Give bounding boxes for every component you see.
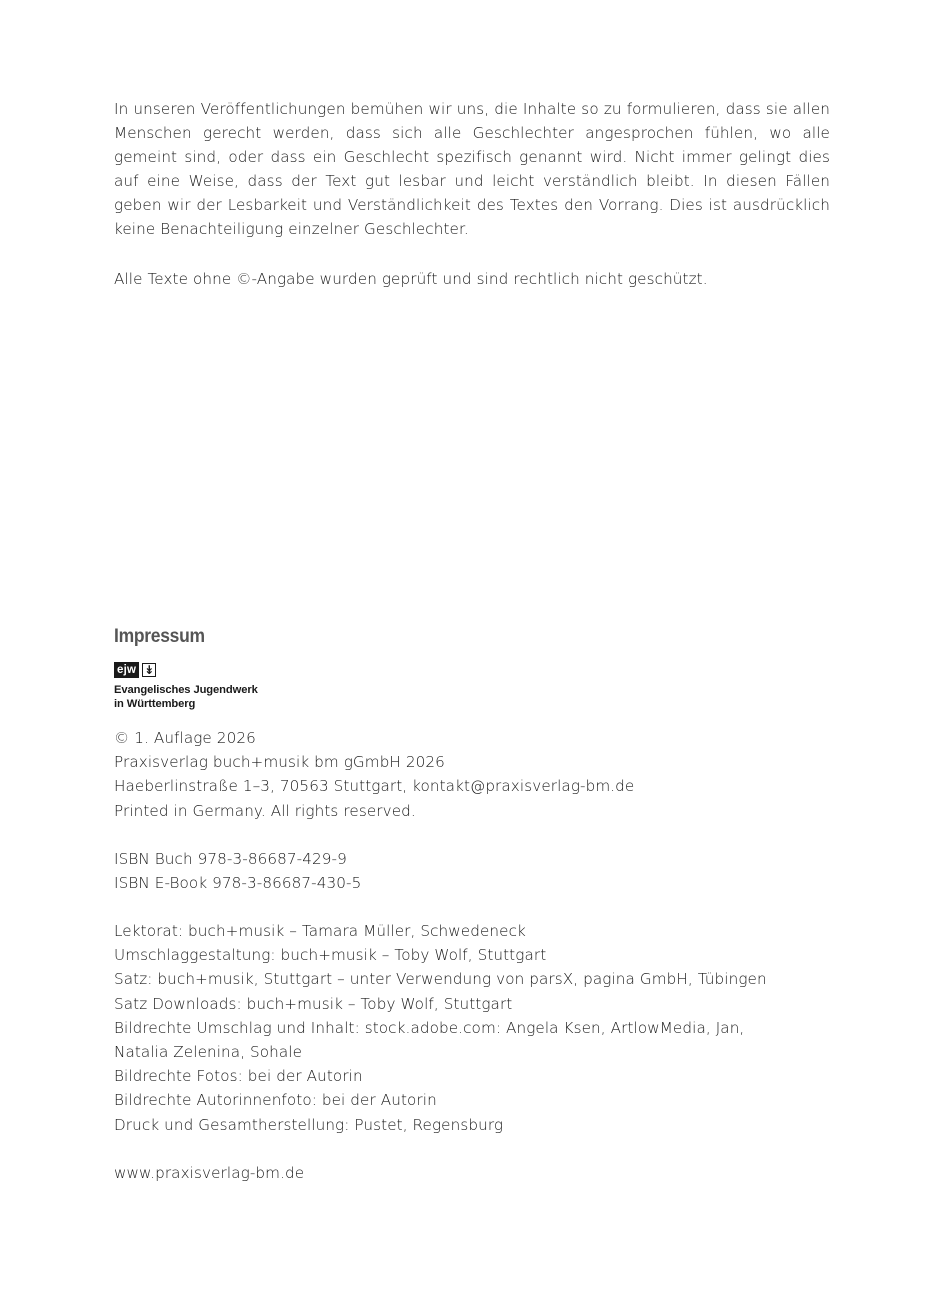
rights-line: Printed in Germany. All rights reserved. (114, 801, 416, 820)
logo-slash-divider (139, 662, 141, 678)
website-url: www.praxisverlag-bm.de (114, 1164, 305, 1182)
isbn-book-line: ISBN Buch 978-3-86687-429-9 (114, 850, 347, 868)
impressum-heading: Impressum (114, 626, 205, 647)
address-line: Haeberlinstraße 1–3, 70563 Stuttgart, kontakt@praxisverlag-bm.de (114, 777, 635, 796)
credit-line: Natalia Zelenina, Sohale (114, 1043, 303, 1062)
credit-line: Satz Downloads: buch+musik – Toby Wolf, Stuttgart (114, 994, 513, 1013)
credit-line: Lektorat: buch+musik – Tamara Müller, Schwedeneck (114, 922, 526, 940)
publisher-line: Praxisverlag buch+musik bm gGmbH 2026 (114, 753, 445, 772)
website-block (114, 1161, 830, 1185)
credit-line: Bildrechte Fotos: bei der Autorin (114, 1067, 363, 1086)
copyright-notice-paragraph: Alle Texte ohne ©-Angabe wurden geprüft und sind rechtlich nicht geschützt. (114, 270, 708, 288)
credits-block (114, 919, 830, 1137)
credit-line: Druck und Gesamtherstellung: Pustet, Regensburg (114, 1115, 504, 1134)
credit-line: Bildrechte Autorinnenfoto: bei der Autorin (114, 1091, 437, 1110)
ejw-logo (114, 662, 284, 711)
credit-line: Bildrechte Umschlag und Inhalt: stock.adobe.com: Angela Ksen, ArtlowMedia, Jan, (114, 1018, 745, 1037)
logo-line-2: in Württemberg (114, 698, 196, 710)
gender-notice-paragraph: In unseren Veröffentlichungen bemühen wir uns, die Inhalte so zu formulieren, dass sie allen Menschen gerecht werden, dass sich alle Geschlechter angesprochen fühlen, wo alle gemeint sind, oder dass ein Geschlecht spezifisch genannt wird. Nicht immer gelingt dies auf eine Weise, dass der Text gut lesbar und leicht verständlich bleibt. In diesen Fällen geben wir der Lesbarkeit und Verständlichkeit des Textes den Vorrang. Dies ist ausdrücklich keine Benachteiligung einzelner Geschlechter. (114, 100, 830, 238)
ejw-logo-box: ejw (114, 662, 139, 678)
cross-symbol-icon: ↡ (144, 662, 155, 677)
credit-line: Satz: buch+musik, Stuttgart – unter Verwendung von parsX, pagina GmbH, Tübingen (114, 970, 767, 989)
isbn-ebook-line: ISBN E-Book 978-3-86687-430-5 (114, 874, 362, 893)
ejw-logo-mark (114, 662, 284, 678)
edition-line: © 1. Auflage 2026 (114, 729, 256, 747)
isbn-block (114, 847, 830, 895)
logo-line-1: Evangelisches Jugendwerk (114, 684, 258, 696)
credit-line: Umschlaggestaltung: buch+musik – Toby Wolf, Stuttgart (114, 946, 547, 965)
publisher-block (114, 726, 830, 823)
